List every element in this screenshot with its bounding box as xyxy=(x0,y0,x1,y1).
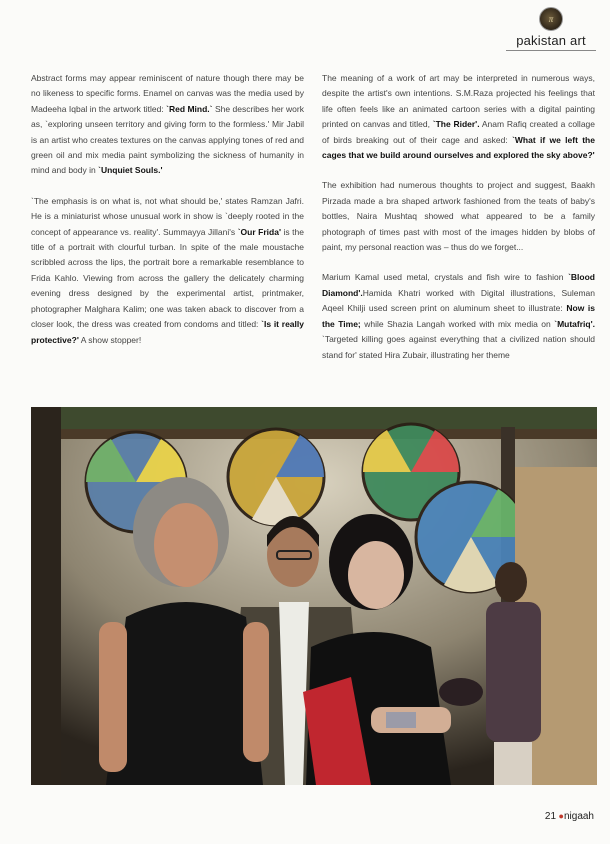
artwork-title: Now is the Time; xyxy=(322,303,595,329)
paragraph-text: `The emphasis is on what is, not what should be,' states Ramzan Jafri. He is a miniaturist whose unusual work in show is `deeply rooted in the concept of appearance vs. reality'. Summayya Jillani's xyxy=(31,195,304,237)
page-number: 21 xyxy=(544,811,557,822)
article-paragraph xyxy=(31,71,304,179)
paragraph-text: Hamida Khatri worked with Digital illustrations, Suleman Aqeel Khilji used screen print on aluminum sheet to illustrate: xyxy=(322,287,595,314)
paragraph-text: A show stopper! xyxy=(78,334,142,345)
artwork-title: `Red Mind.` xyxy=(166,103,213,114)
artwork-title: `Unquiet Souls.' xyxy=(98,165,163,176)
article-paragraph xyxy=(322,270,595,362)
paragraph-text: The meaning of a work of art may be interpreted in numerous ways, despite the artist's own intentions. S.M.Raza projected his feelings that life often feels like an animated cartoon series with a digital painting printed on canvas and titled, xyxy=(322,73,595,130)
article-paragraph xyxy=(322,71,595,163)
exhibition-photo xyxy=(31,407,597,785)
page-folio xyxy=(545,811,594,822)
brand-emblem-icon: π xyxy=(539,7,563,31)
article-column-left xyxy=(31,71,304,363)
artwork-title: `What if we left the cages that we build around ourselves and explored the sky above?' xyxy=(322,134,595,161)
artwork-title: `Mutafriq'. xyxy=(554,318,595,329)
artwork-title: `Is it really protective?' xyxy=(31,319,304,345)
brand-name: pakistan art xyxy=(516,33,586,48)
paragraph-text: is the title of a portrait with clourful turban. In spite of the male moustache scribbled across the lips, the portrait bore a remarkable resemblance to Frida Kahlo. Viewing from across the gallery the delicately charming evening dress designed by the experimental artist, printmaker, photographer Malghara Kalim; one was taken aback to discover from a closer look, the dress was created from condoms and titled: xyxy=(31,226,304,330)
artwork-title: `Our Frida' xyxy=(237,226,281,237)
brand-rule xyxy=(506,50,596,51)
article-column-right xyxy=(322,71,595,378)
article-paragraph xyxy=(322,178,595,255)
folio-dot-icon: ● xyxy=(556,811,564,821)
paragraph-text: Abstract forms may appear reminiscent of nature though there may be no likeness to specific forms. Enamel on canvas was the media used by Madeeha Iqbal in the artwork titled: xyxy=(31,73,304,114)
magazine-name: nigaah xyxy=(563,811,594,822)
paragraph-text: `Targeted killing goes against everything that a civilized nation should stand for' stated Hira Zubair, illustrating her theme xyxy=(322,334,595,360)
artwork-title: `The Rider'. xyxy=(432,119,480,130)
artwork-title: `Blood Diamond'. xyxy=(322,272,595,298)
paragraph-text: while Shazia Langah worked with mix media on xyxy=(360,318,555,329)
paragraph-text: She describes her work as, `exploring unseen territory and giving form to the formless.' Mir Jabil is an artist who creates textures on the canvas applying tones of red and green oil and mix media paint symbolizing the sickness of humanity in mind and body in xyxy=(31,103,304,176)
paragraph-text: The exhibition had numerous thoughts to project and suggest, Baakh Pirzada made a bra shaped artwork fashioned from the teats of baby's bottles, Naira Mushtaq showed what appeared to be a family photograph of times past with most of the images hidden by blobs of paint, my personal reaction was – thus do we forget... xyxy=(322,180,595,253)
brand-logo xyxy=(506,7,596,51)
article-paragraph xyxy=(31,194,304,348)
paragraph-text: Marium Kamal used metal, crystals and fish wire to fashion xyxy=(322,272,569,283)
paragraph-text: Anam Rafiq created a collage of birds breaking out of their cage and asked: xyxy=(322,119,596,145)
